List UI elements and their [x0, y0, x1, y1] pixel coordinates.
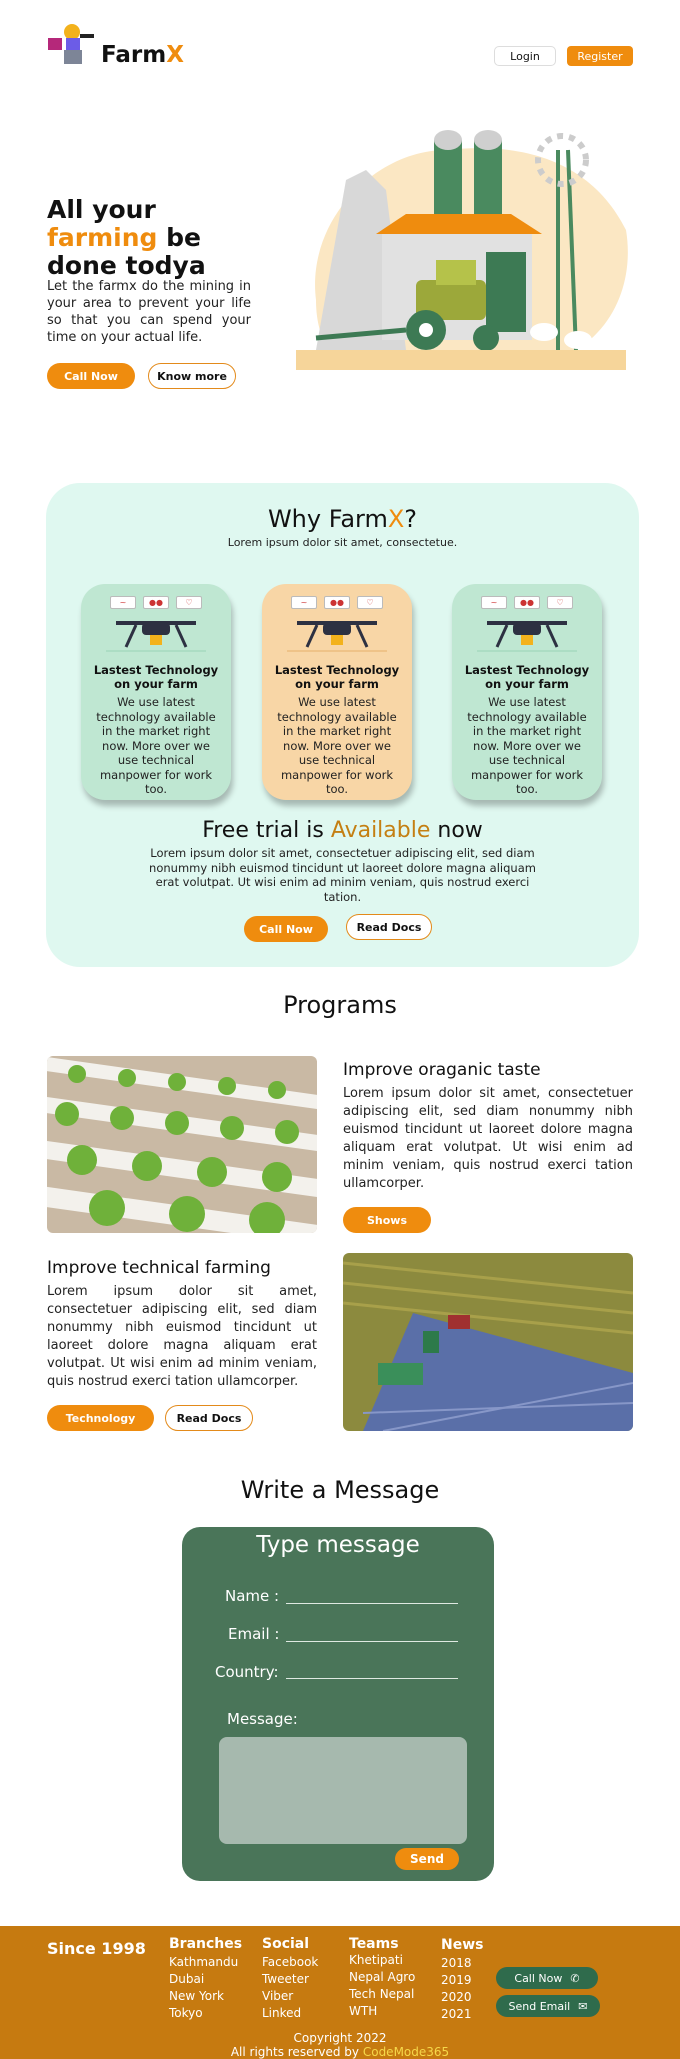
feature-card — [81, 584, 231, 800]
social-item[interactable]: Linked — [262, 2006, 302, 2020]
card-icons — [81, 596, 231, 609]
email-label: Email : — [228, 1625, 280, 1643]
footer-call-now-button[interactable] — [496, 1967, 598, 1989]
drone-icon — [477, 613, 577, 653]
social-title: Social — [262, 1936, 310, 1952]
name-input[interactable] — [286, 1603, 458, 1604]
program2-text: Lorem ipsum dolor sit amet, consectetuer adipiscing elit, sed diam nonummy nibh euismod tincidunt ut laoreet dolore magna aliquam erat volutpat. Ut wisi enim ad minim veniam, quis nostrud exerci tation ullamcorper. — [47, 1284, 317, 1389]
people-icon: ●● — [514, 596, 540, 609]
team-item[interactable]: Khetipati — [349, 1953, 403, 1967]
message-title: Write a Message — [240, 1476, 440, 1504]
card-icons — [452, 596, 602, 609]
social-item[interactable]: Facebook — [262, 1955, 319, 1969]
news-column — [441, 1937, 483, 2023]
teams-column — [349, 1936, 415, 2020]
why-title-accent: X — [387, 505, 405, 533]
card-title: Lastest Technology on your farm — [93, 663, 219, 691]
program2-title: Improve technical farming — [47, 1258, 271, 1278]
footer-send-email-button[interactable] — [496, 1995, 600, 2017]
country-label: Country: — [215, 1663, 279, 1681]
logo[interactable] — [46, 20, 186, 70]
login-button[interactable]: Login — [494, 46, 556, 66]
why-subtitle: Lorem ipsum dolor sit amet, consectetue. — [227, 536, 458, 549]
news-item[interactable]: 2020 — [441, 1990, 472, 2004]
people-icon: ●● — [143, 596, 169, 609]
feature-card — [262, 584, 412, 800]
why-title — [46, 505, 639, 533]
farm-illustration-icon — [296, 110, 636, 370]
news-title: News — [441, 1937, 484, 1953]
news-item[interactable]: 2021 — [441, 2007, 472, 2021]
chart-icon: ~ — [481, 596, 507, 609]
message-label: Message: — [227, 1710, 298, 1728]
trial-title — [46, 818, 639, 843]
news-item[interactable]: 2018 — [441, 1956, 472, 1970]
trial-read-docs-button[interactable]: Read Docs — [346, 914, 432, 940]
social-column — [262, 1936, 318, 2022]
social-item[interactable]: Tweeter — [262, 1972, 309, 1986]
phone-icon: ✆ — [570, 1971, 580, 1985]
footer-send-email-label: Send Email — [508, 1999, 571, 2013]
trial-post: now — [430, 818, 483, 843]
trial-accent: Available — [330, 818, 431, 843]
hero-call-now-button[interactable]: Call Now — [47, 363, 135, 389]
why-title-end: ? — [404, 505, 418, 533]
hero-line1: All your — [47, 195, 156, 224]
card-text: We use latest technology available in the market right now. More over we use technical manpower for work too. — [467, 695, 587, 796]
drone-icon — [106, 613, 206, 653]
heart-icon: ♡ — [547, 596, 573, 609]
since-text: Since 1998 — [47, 1939, 146, 1958]
hero-description: Let the farmx do the mining in your area to prevent your life so that you can spend your time on your actual life. — [47, 279, 251, 345]
copyright: Copyright 2022 — [293, 2031, 387, 2045]
people-icon: ●● — [324, 596, 350, 609]
technology-button[interactable]: Technology — [47, 1405, 154, 1431]
why-title-text: Why Farm — [267, 505, 388, 533]
harvester-image — [343, 1253, 633, 1431]
chart-icon: ~ — [110, 596, 136, 609]
card-title: Lastest Technology on your farm — [274, 663, 400, 691]
heart-icon: ♡ — [176, 596, 202, 609]
email-input[interactable] — [286, 1641, 458, 1642]
program2-read-docs-button[interactable]: Read Docs — [165, 1405, 253, 1431]
farmer-logo-icon — [46, 20, 98, 68]
program1-text: Lorem ipsum dolor sit amet, consectetuer adipiscing elit, sed diam nonummy nibh euismod tincidunt ut laoreet dolore magna aliquam erat volutpat. Ut wisi enim ad minim veniam, quis nostrud exerci tation ullamcorper. — [343, 1086, 633, 1191]
hero-line2: be — [157, 223, 201, 252]
news-item[interactable]: 2019 — [441, 1973, 472, 1987]
logo-text: Farm — [101, 42, 167, 68]
lettuce-image — [47, 1056, 317, 1233]
team-item[interactable]: WTH — [349, 2004, 378, 2018]
envelope-icon: ✉ — [578, 1999, 588, 2013]
programs-title: Programs — [283, 991, 397, 1019]
social-item[interactable]: Viber — [262, 1989, 294, 2003]
logo-accent: X — [166, 42, 184, 68]
team-item[interactable]: Nepal Agro — [349, 1970, 416, 1984]
register-button[interactable]: Register — [567, 46, 633, 66]
branch-item[interactable]: Dubai — [169, 1972, 205, 1986]
card-icons — [262, 596, 412, 609]
hero-line3: done todya — [47, 251, 206, 280]
card-text: We use latest technology available in the market right now. More over we use technical manpower for work too. — [277, 695, 397, 796]
rights-accent[interactable]: CodeMode365 — [362, 2045, 450, 2059]
branch-item[interactable]: Tokyo — [169, 2006, 203, 2020]
trial-call-now-button[interactable]: Call Now — [244, 916, 328, 942]
branches-title: Branches — [169, 1936, 243, 1952]
trial-text: Lorem ipsum dolor sit amet, consectetuer adipiscing elit, sed diam nonummy nibh euismod tincidunt ut laoreet dolore magna aliquam erat volutpat. Ut wisi enim ad minim veniam, quis nostrud exerci tation. — [149, 846, 536, 904]
trial-pre: Free trial is — [202, 818, 331, 843]
heart-icon: ♡ — [357, 596, 383, 609]
rights-text: All rights reserved by — [230, 2045, 363, 2059]
hero-know-more-button[interactable]: Know more — [148, 363, 236, 389]
name-label: Name : — [225, 1587, 280, 1605]
program1-title: Improve oraganic taste — [343, 1060, 541, 1080]
chart-icon: ~ — [291, 596, 317, 609]
card-text: We use latest technology available in the market right now. More over we use technical manpower for work too. — [96, 695, 216, 796]
rights — [0, 2045, 680, 2059]
card-title: Lastest Technology on your farm — [464, 663, 590, 691]
hero-heading — [47, 196, 206, 280]
country-input[interactable] — [286, 1678, 458, 1679]
message-textarea[interactable] — [219, 1737, 467, 1844]
footer-call-now-label: Call Now — [514, 1971, 563, 1985]
team-item[interactable]: Tech Nepal — [349, 1987, 415, 2001]
feature-card — [452, 584, 602, 800]
branch-item[interactable]: New York — [169, 1989, 224, 2003]
shows-button[interactable]: Shows — [343, 1207, 431, 1233]
branches-column — [169, 1936, 242, 2022]
form-title: Type message — [256, 1532, 420, 1558]
drone-icon — [287, 613, 387, 653]
hero-accent: farming — [47, 223, 158, 252]
send-button[interactable]: Send — [395, 1848, 459, 1870]
branch-item[interactable]: Kathmandu — [169, 1955, 239, 1969]
teams-title: Teams — [349, 1936, 399, 1952]
